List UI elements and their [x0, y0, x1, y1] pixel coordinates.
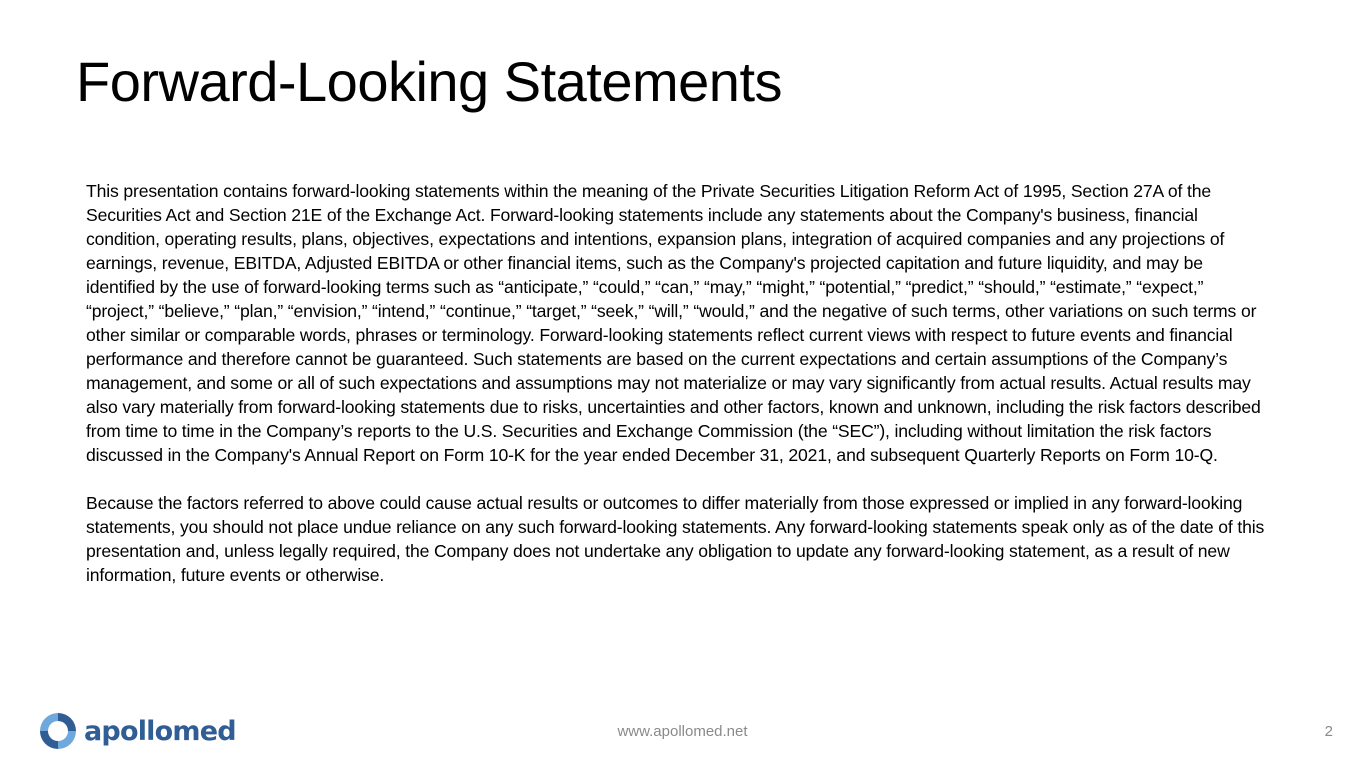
disclaimer-paragraph-2: Because the factors referred to above could cause actual results or outcomes to differ materially from those expressed or implied in any forward-looking statements, you should not place undue reliance on any such forward-looking statements. Any forward-looking statements speak only as of the date of this presentation and, unless legally required, the Company does not undertake any obligation to update any forward-looking statement, as a result of new information, future events or otherwise. [86, 493, 1265, 585]
disclaimer-paragraph-1: This presentation contains forward-looking statements within the meaning of the Private Securities Litigation Reform Act of 1995, Section 27A of the Securities Act and Section 21E of the Exchange Act. Forward-looking statements include any statements about the Company's business, financial condition, operating results, plans, objectives, expectations and intentions, expansion plans, integration of acquired companies and any projections of earnings, revenue, EBITDA, Adjusted EBITDA or other financial items, such as the Company's projected capitation and future liquidity, and may be identified by the use of forward-looking terms such as “anticipate,” “could,” “can,” “may,” “might,” “potential,” “predict,” “should,” “estimate,” “expect,” “project,” “believe,” “plan,” “envision,” “intend,” “continue,” “target,” “seek,” “will,” “would,” and the negative of such terms, other variations on such terms or other similar or comparable words, phrases or terminology. Forward-looking statements reflect current views with respect to future events and financial performance and therefore cannot be guaranteed. Such statements are based on the current expectations and certain assumptions of the Company’s management, and some or all of such expectations and assumptions may not materialize or may vary significantly from actual results. Actual results may also vary materially from forward-looking statements due to risks, uncertainties and other factors, known and unknown, including the risk factors described from time to time in the Company’s reports to the U.S. Securities and Exchange Commission (the “SEC”), including without limitation the risk factors discussed in the Company's Annual Report on Form 10-K for the year ended December 31, 2021, and subsequent Quarterly Reports on Form 10-Q. [86, 181, 1261, 465]
slide-title: Forward-Looking Statements [76, 50, 783, 113]
page-number: 2 [1324, 723, 1333, 740]
disclaimer-body [86, 179, 1271, 587]
footer-url: www.apollomed.net [617, 723, 748, 740]
logo-wordmark: apollomed [84, 715, 236, 747]
